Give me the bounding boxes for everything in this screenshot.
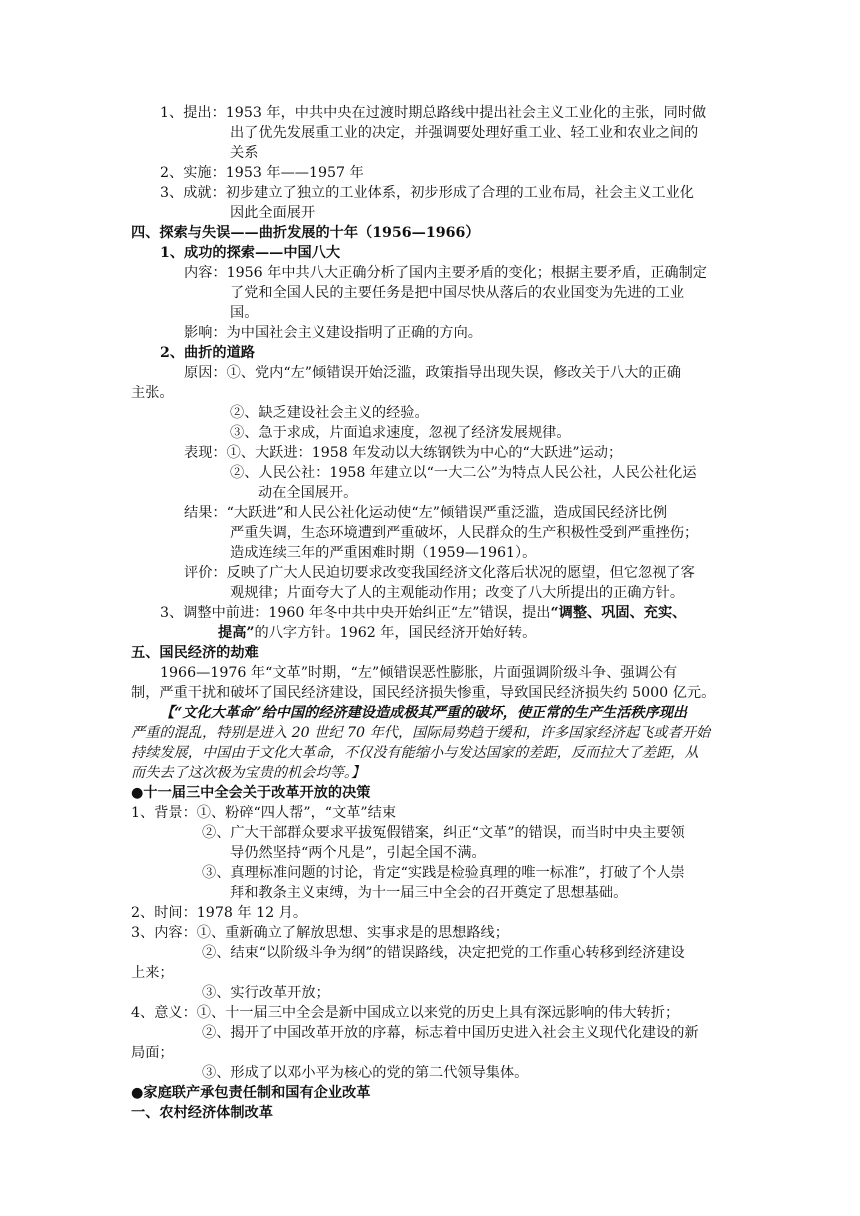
text-line: 影响：为中国社会主义建设指明了正确的方向。 (184, 325, 482, 341)
text-line: 局面； (131, 1045, 174, 1061)
text-line: 原因：①、党内“左”倾错误开始泛滥，政策指导出现失误，修改关于八大的正确 (184, 365, 681, 381)
text-line: 1、提出：1953 年，中共中央在过渡时期总路线中提出社会主义工业化的主张，同时做 (160, 105, 707, 121)
subsection-heading: 一、农村经济体制改革 (131, 1105, 273, 1121)
text-line: 3、内容：①、重新确立了解放思想、实事求是的思想路线； (131, 925, 509, 941)
text-line: 观规律；片面夸大了人的主观能动作用；改变了八大所提出的正确方针。 (230, 585, 685, 601)
text-line: 1、背景：①、粉碎“四人帮”，“文革”结束 (131, 805, 397, 821)
text-line: 1966—1976 年“文革”时期，“左”倾错误恶性膨胀，片面强调阶级斗争、强调公有 (160, 665, 678, 681)
text-line: ③、形成了以邓小平为核心的党的第二代领导集体。 (202, 1065, 529, 1081)
text-line: 制，严重干扰和破坏了国民经济建设，国民经济损失惨重，导致国民经济损失约 5000 亿元。 (131, 685, 716, 701)
section-heading: 五、国民经济的劫难 (131, 645, 259, 661)
text-line: ②、结束“以阶级斗争为纲”的错误路线，决定把党的工作重心转移到经济建设 (202, 945, 685, 961)
text-line: ③、真理标准问题的讨论，肯定“实践是检验真理的唯一标准”，打破了个人崇 (202, 865, 685, 881)
text-line: 评价：反映了广大人民迫切要求改变我国经济文化落后状况的愿望，但它忽视了客 (184, 565, 695, 581)
text-line: ②、揭开了中国改革开放的序幕，标志着中国历史进入社会主义现代化建设的新 (202, 1025, 699, 1041)
bold-phrase: 提高” (218, 625, 255, 641)
text-line (218, 624, 536, 644)
note-line: 严重的混乱，特别是进入 20 世纪 70 年代，国际局势趋于缓和，许多国家经济起飞或者开始 (131, 725, 711, 741)
text-line: 国。 (230, 305, 259, 321)
text-line: ②、缺乏建设社会主义的经验。 (230, 405, 429, 421)
text-line: 表现：①、大跃进：1958 年发动以大练钢铁为中心的“大跃进”运动； (184, 445, 623, 461)
text-line: 动在全国展开。 (258, 485, 358, 501)
text-run: 的八字方针。1962 年，国民经济开始好转。 (254, 625, 537, 641)
text-line: 造成连续三年的严重困难时期（1959—1961）。 (230, 545, 537, 561)
text-line: 结果：“大跃进”和人民公社化运动使“左”倾错误严重泛滥，造成国民经济比例 (184, 505, 668, 521)
section-heading: ●家庭联产承包责任制和国有企业改革 (131, 1085, 371, 1101)
text-line: ③、急于求成，片面追求速度，忽视了经济发展规律。 (230, 425, 571, 441)
text-line: ②、广大干部群众要求平拔冤假错案，纠正“文革”的错误，而当时中央主要领 (202, 825, 685, 841)
text-line: 拜和教条主义束缚，为十一届三中全会的召开奠定了思想基础。 (230, 885, 628, 901)
note-line: 【“文化大革命”给中国的经济建设造成极其严重的破坏，使正常的生产生活秩序现出 (160, 705, 688, 721)
subsection-heading: 2、曲折的道路 (160, 345, 255, 361)
text-line: 2、实施：1953 年——1957 年 (160, 165, 364, 181)
text-line: 出了优先发展重工业的决定，并强调要处理好重工业、轻工业和农业之间的 (230, 125, 699, 141)
text-line: 因此全面展开 (230, 205, 316, 221)
text-line: 上来； (131, 965, 174, 981)
section-heading: 四、探索与失误——曲折发展的十年（1956—1966） (131, 225, 480, 241)
text-run: 3、调整中前进：1960 年冬中共中央开始纠正“左”错误，提出 (160, 605, 551, 621)
note-line: 而失去了这次极为宝贵的机会均等。】 (131, 765, 366, 781)
bold-phrase: “调整、巩固、充实、 (550, 605, 687, 621)
text-line: 2、时间：1978 年 12 月。 (131, 905, 308, 921)
text-line: 4、意义：①、十一届三中全会是新中国成立以来党的历史上具有深远影响的伟大转折； (131, 1005, 680, 1021)
text-line: 严重失调，生态环境遭到严重破坏，人民群众的生产积极性受到严重挫伤； (230, 525, 699, 541)
text-line: 内容：1956 年中共八大正确分析了国内主要矛盾的变化；根据主要矛盾，正确制定 (184, 265, 707, 281)
text-line: 3、成就：初步建立了独立的工业体系，初步形成了合理的工业布局，社会主义工业化 (160, 185, 694, 201)
text-line: 导仍然坚持“两个凡是”，引起全国不满。 (230, 845, 486, 861)
text-line (160, 604, 686, 624)
text-line: ②、人民公社：1958 年建立以“一大二公”为特点人民公社，人民公社化运 (230, 465, 697, 481)
section-heading: ●十一届三中全会关于改革开放的决策 (131, 785, 371, 801)
subsection-heading: 1、成功的探索——中国八大 (160, 245, 341, 261)
text-line: 关系 (230, 145, 259, 161)
note-line: 持续发展，中国由于文化大革命，不仅没有能缩小与发达国家的差距，反而拉大了差距，从 (131, 745, 699, 761)
text-line: 了党和全国人民的主要任务是把中国尽快从落后的农业国变为先进的工业 (230, 285, 685, 301)
text-line: 主张。 (131, 385, 174, 401)
text-line: ③、实行改革开放； (202, 985, 330, 1001)
